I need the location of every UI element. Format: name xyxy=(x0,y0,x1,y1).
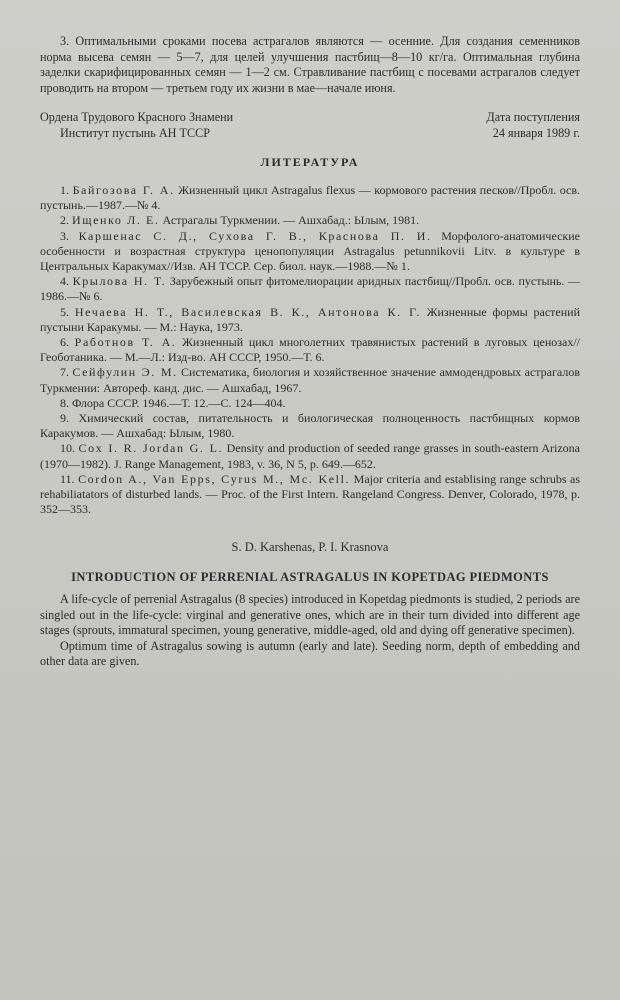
affiliation-block xyxy=(40,110,580,141)
reference-number: 3. xyxy=(60,228,79,243)
reference-item xyxy=(40,305,580,335)
reference-text: Морфолого-анатомические особенности и возрастная структура ценопопуляции Astragalus petunnikovii Litv. в культуре в Центральных Каракумах//Изв. АН ТССР. Сер. биол. наук.—1988.—№ 1. xyxy=(40,228,580,274)
abstract-paragraph-2: Optimum time of Astragalus sowing is autumn (early and late). Seeding norm, depth of embedding and other data are given. xyxy=(40,638,580,669)
reference-text: Зарубежный опыт фитомелиорации аридных пастбищ//Пробл. осв. пустынь. — 1986.—№ 6. xyxy=(40,274,580,304)
reference-item xyxy=(40,229,580,275)
reference-author: Работнов Т. А. xyxy=(74,335,177,350)
reference-item xyxy=(40,411,580,441)
reference-item xyxy=(40,396,580,411)
affiliation-line-2: Институт пустынь АН ТССР xyxy=(60,125,211,140)
reference-number: 9. xyxy=(60,411,79,426)
received-date-block xyxy=(486,110,580,141)
reference-number: 1. xyxy=(60,183,73,197)
reference-item xyxy=(40,441,580,471)
reference-author: Байгозова Г. А. xyxy=(72,183,175,197)
received-label: Дата поступления xyxy=(486,110,580,124)
reference-author: Крылова Н. Т. xyxy=(72,274,167,289)
received-date: 24 января 1989 г. xyxy=(492,125,580,140)
reference-author: Ищенко Л. Е. xyxy=(72,213,160,228)
reference-number: 8. xyxy=(60,395,72,410)
reference-item xyxy=(40,335,580,365)
reference-item xyxy=(40,274,580,304)
reference-text: Систематика, биология и хозяйственное значение аммодендровых астрагалов Туркмении: Автореф. канд. дис. — Ашхабад, 1967. xyxy=(40,365,581,395)
reference-item xyxy=(40,472,580,518)
english-authors-section xyxy=(40,540,580,555)
reference-number: 5. xyxy=(60,304,75,319)
english-authors: S. D. Karshenas, P. I. Krasnova xyxy=(231,540,389,554)
reference-author: Сейфулин Э. М. xyxy=(72,365,178,380)
reference-list xyxy=(40,183,580,517)
affiliation-line-1: Ордена Трудового Красного Знамени xyxy=(40,110,234,124)
reference-text: Major criteria and establising range schrubs as rehabiliatators of disturbed lands. — Proc. of the First Intern. Rangeland Congress. Denver, Colorado, 1978, p. 352—353. xyxy=(40,471,581,517)
reference-text: Жизненный цикл Astragalus flexus — кормового растения песков//Пробл. осв. пустынь.—1987.—№ 4. xyxy=(40,183,581,213)
intro-paragraph: 3. Оптимальными сроками посева астрагалов являются — осенние. Для создания семенников норма высева семян — 5—7, для целей улучшения пастбищ—8—10 кг/га. Оптимальная глубина заделки скарифицированных семян — 1—2 см. Стравливание пастбищ с посевами астрагалов следует проводить на втором — третьем году их жизни в мае—начале июня. xyxy=(40,34,580,95)
reference-text: Астрагалы Туркмении. — Ашхабад.: Ылым, 1981. xyxy=(159,213,420,228)
english-title-section xyxy=(40,570,580,585)
abstract-section xyxy=(40,592,580,670)
literature-heading: ЛИТЕРАТУРА xyxy=(260,155,360,169)
reference-author: Нечаева Н. Т., Василевская В. К., Антонова К. Г. xyxy=(74,304,421,319)
reference-number: 11. xyxy=(60,471,79,486)
reference-text: Флора СССР. 1946.—Т. 12.—С. 124—404. xyxy=(72,395,286,410)
reference-number: 10. xyxy=(60,441,79,456)
reference-item xyxy=(40,213,580,228)
reference-author: Cordon A., Van Epps, Cyrus M., Mc. Kell. xyxy=(78,471,351,486)
literature-section xyxy=(40,155,580,170)
english-title: INTRODUCTION OF PERRENIAL ASTRAGALUS IN KOPETDAG PIEDMONTS xyxy=(71,570,549,584)
reference-text: Жизненные формы растений пустыни Каракумы. — М.: Наука, 1973. xyxy=(40,304,580,334)
reference-item xyxy=(40,183,580,213)
reference-number: 6. xyxy=(60,335,75,350)
reference-author: Каршенас С. Д., Сухова Г. В., Краснова П. И. xyxy=(78,228,432,243)
reference-number: 4. xyxy=(60,274,73,289)
reference-item xyxy=(40,365,580,395)
reference-number: 7. xyxy=(60,365,73,380)
reference-text: Жизненный цикл многолетних травянистых растений в луговых ценозах//Геоботаника. — М.—Л.: Изд-во. АН СССР, 1950.—Т. 6. xyxy=(40,335,580,365)
abstract-paragraph-1: A life-cycle of perrenial Astragalus (8 species) introduced in Kopetdag piedmonts is studied, 2 periods are singled out in the life-cycle: virginal and generative ones, which are in their turn divided into different age stages (sprouts, immatural specimen, young generative, middle-aged, old and dying off generative specimen). xyxy=(40,592,580,638)
intro-section xyxy=(40,34,580,96)
reference-author: Cox I. R. Jordan G. L. xyxy=(78,441,224,456)
reference-text: Химический состав, питательность и биологическая полноценность пастбищных кормов Каракумов. — Ашхабад: Ылым, 1980. xyxy=(40,411,581,441)
reference-number: 2. xyxy=(60,213,72,228)
reference-text: Density and production of seeded range grasses in south-eastern Arizona (1970—1982). J. Range Management, 1983, v. 36, N 5, p. 649.—652. xyxy=(40,441,580,471)
